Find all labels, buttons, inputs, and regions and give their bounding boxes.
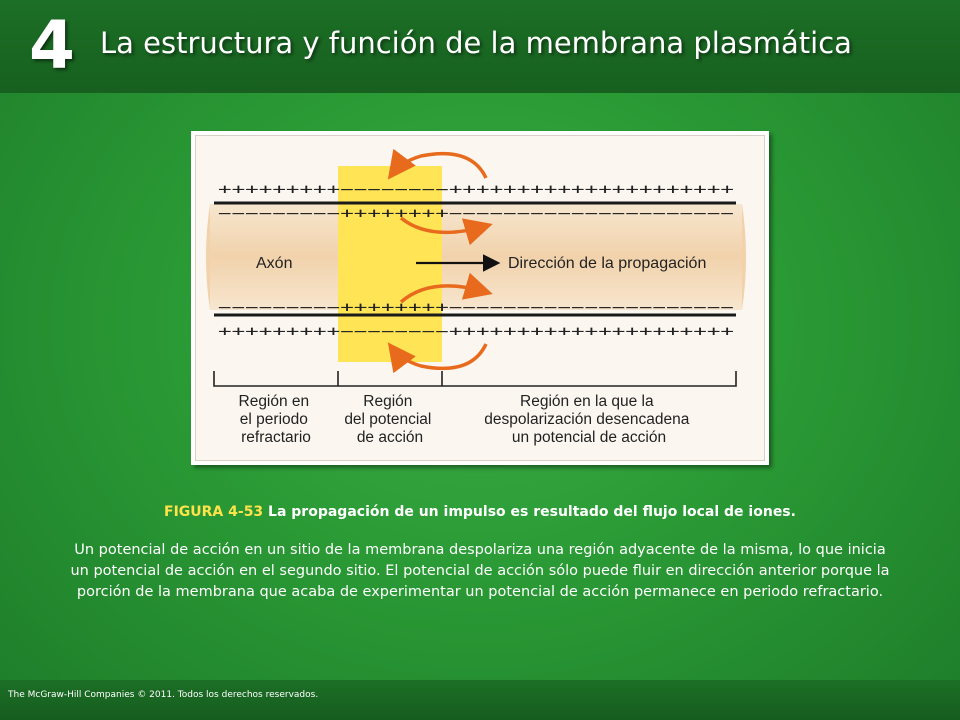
top-inner-charges: −−−−−−−−−++++++++−−−−−−−−−−−−−−−−−−−−− [218, 206, 734, 222]
top-outer-charges: +++++++++−−−−−−−−+++++++++++++++++++++ [218, 182, 734, 198]
region-bracket [214, 371, 736, 386]
region-action-label: Región del potencial de acción [344, 393, 432, 446]
bottom-outer-charges: +++++++++−−−−−−−−+++++++++++++++++++++ [218, 324, 734, 340]
figure-caption-text: La propagación de un impulso es resultado del flujo local de iones. [268, 504, 796, 520]
figure-frame [191, 131, 769, 465]
figure-label: FIGURA 4-53 [164, 504, 264, 520]
axon-label: Axón [256, 255, 293, 272]
bottom-inner-charges: −−−−−−−−−++++++++−−−−−−−−−−−−−−−−−−−−− [218, 300, 734, 316]
axon-left-end [206, 204, 210, 310]
figure-caption [60, 504, 900, 520]
axon-right-end [742, 204, 746, 310]
impulse-propagation-diagram [196, 136, 766, 462]
slide-footer [0, 680, 960, 720]
region-refractory-label: Región en el periodo refractario [238, 393, 311, 446]
direction-label: Dirección de la propagación [508, 255, 707, 272]
figure-panel [195, 135, 765, 461]
region-depolarization-label: Región en la que la despolarización desencadena un potencial de acción [484, 393, 690, 446]
chapter-number: 4 [29, 7, 75, 84]
copyright-notice: The McGraw-Hill Companies © 2011. Todos los derechos reservados. [8, 690, 319, 700]
slide-title: La estructura y función de la membrana plasmática [100, 26, 852, 60]
body-paragraph: Un potencial de acción en un sitio de la membrana despolariza una región adyacente de la misma, lo que inicia un potencial de acción en el segundo sitio. El potencial de acción sólo puede fluir en dirección anterior porque la porción de la membrana que acaba de experimentar un potencial de acción permanece en periodo refractario. [70, 542, 890, 600]
